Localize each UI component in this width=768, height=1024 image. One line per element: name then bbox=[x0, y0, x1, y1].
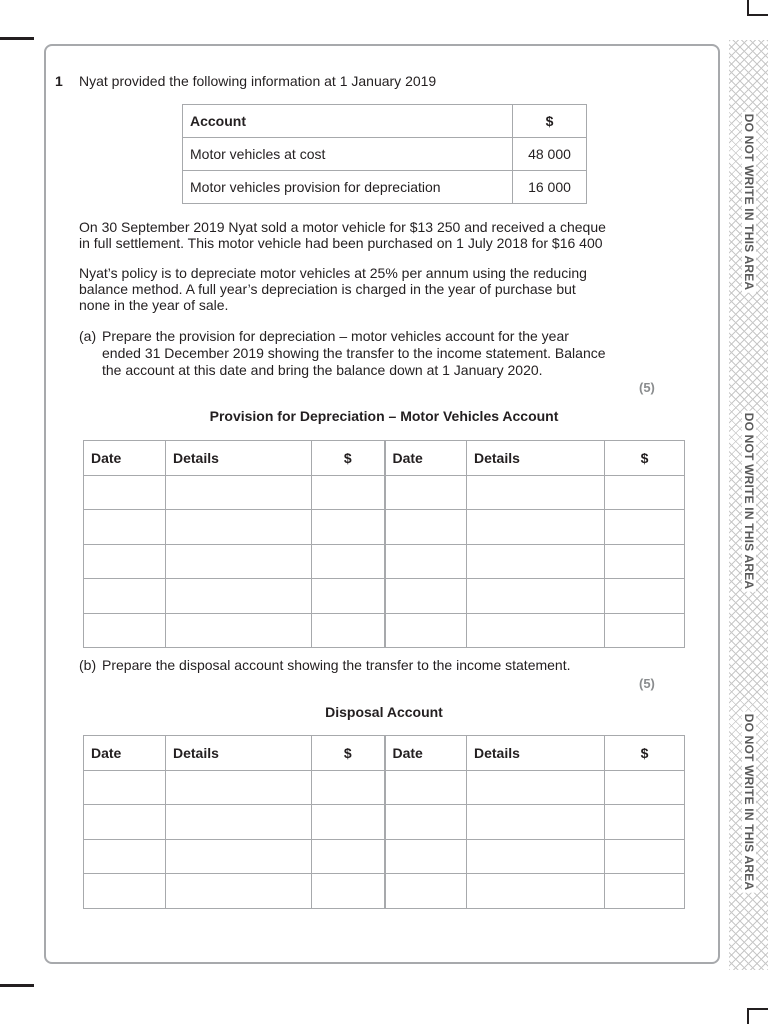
answer-cell[interactable] bbox=[312, 510, 385, 545]
answer-cell[interactable] bbox=[166, 544, 312, 579]
answer-cell[interactable] bbox=[166, 805, 312, 840]
question-intro: Nyat provided the following information at 1 January 2019 bbox=[79, 73, 437, 89]
do-not-write-notice: DO NOT WRITE IN THIS AREA bbox=[741, 412, 756, 590]
answer-cell[interactable] bbox=[605, 839, 685, 874]
answer-cell[interactable] bbox=[84, 839, 166, 874]
answer-cell[interactable] bbox=[467, 770, 605, 805]
answer-cell[interactable] bbox=[312, 544, 385, 579]
col-date: Date bbox=[385, 441, 467, 476]
info-header-account: Account bbox=[183, 105, 513, 138]
crop-mark bbox=[749, 14, 768, 16]
paragraph-line: none in the year of sale. bbox=[79, 297, 229, 313]
paragraph-line: Nyat’s policy is to depreciate motor vehicles at 25% per annum using the reducing bbox=[79, 265, 587, 281]
margin-strip bbox=[729, 40, 768, 970]
answer-cell[interactable] bbox=[84, 510, 166, 545]
part-b-instruction bbox=[79, 657, 639, 674]
answer-cell[interactable] bbox=[166, 613, 312, 648]
paragraph-line: in full settlement. This motor vehicle had been purchased on 1 July 2018 for $16 400 bbox=[79, 235, 603, 251]
col-details: Details bbox=[467, 736, 605, 771]
answer-cell[interactable] bbox=[166, 579, 312, 614]
col-details: Details bbox=[166, 736, 312, 771]
answer-cell[interactable] bbox=[385, 510, 467, 545]
answer-cell[interactable] bbox=[467, 805, 605, 840]
answer-row bbox=[84, 544, 685, 579]
answer-cell[interactable] bbox=[312, 874, 385, 909]
info-cell-account: Motor vehicles at cost bbox=[183, 138, 513, 171]
disposal-ledger-table bbox=[83, 735, 685, 909]
instruction-line: ended 31 December 2019 showing the transfer to the income statement. Balance bbox=[102, 345, 606, 361]
answer-cell[interactable] bbox=[84, 805, 166, 840]
answer-cell[interactable] bbox=[467, 579, 605, 614]
answer-cell[interactable] bbox=[166, 510, 312, 545]
ledger-header bbox=[84, 736, 685, 771]
part-a-account-title: Provision for Depreciation – Motor Vehicles Account bbox=[209, 408, 559, 424]
paragraph-line: On 30 September 2019 Nyat sold a motor vehicle for $13 250 and received a cheque bbox=[79, 219, 606, 235]
answer-cell[interactable] bbox=[84, 475, 166, 510]
info-table-header bbox=[183, 105, 587, 138]
answer-row bbox=[84, 770, 685, 805]
answer-row bbox=[84, 475, 685, 510]
answer-cell[interactable] bbox=[84, 579, 166, 614]
instruction-line: Prepare the provision for depreciation – motor vehicles account for the year bbox=[102, 328, 569, 344]
answer-cell[interactable] bbox=[605, 805, 685, 840]
crop-mark bbox=[0, 37, 34, 40]
info-cell-amount: 16 000 bbox=[513, 171, 587, 204]
col-date: Date bbox=[385, 736, 467, 771]
answer-cell[interactable] bbox=[84, 874, 166, 909]
part-a-instruction bbox=[79, 328, 639, 380]
col-amount: $ bbox=[605, 441, 685, 476]
answer-cell[interactable] bbox=[385, 805, 467, 840]
info-cell-amount: 48 000 bbox=[513, 138, 587, 171]
answer-cell[interactable] bbox=[467, 613, 605, 648]
answer-cell[interactable] bbox=[605, 579, 685, 614]
answer-cell[interactable] bbox=[467, 544, 605, 579]
paragraph-sale bbox=[79, 219, 639, 251]
part-b-label: (b) bbox=[79, 657, 97, 673]
answer-row bbox=[84, 839, 685, 874]
paragraph-policy bbox=[79, 265, 639, 313]
do-not-write-notice: DO NOT WRITE IN THIS AREA bbox=[741, 113, 756, 291]
col-details: Details bbox=[166, 441, 312, 476]
info-table bbox=[182, 104, 587, 204]
answer-cell[interactable] bbox=[84, 613, 166, 648]
ledger-header bbox=[84, 441, 685, 476]
col-amount: $ bbox=[312, 736, 385, 771]
answer-cell[interactable] bbox=[467, 510, 605, 545]
answer-cell[interactable] bbox=[312, 839, 385, 874]
answer-cell[interactable] bbox=[385, 544, 467, 579]
info-row bbox=[183, 138, 587, 171]
instruction-line: the account at this date and bring the balance down at 1 January 2020. bbox=[102, 362, 543, 378]
part-b-marks: (5) bbox=[639, 676, 655, 691]
answer-row bbox=[84, 579, 685, 614]
answer-row bbox=[84, 613, 685, 648]
col-details: Details bbox=[467, 441, 605, 476]
answer-cell[interactable] bbox=[312, 805, 385, 840]
answer-cell[interactable] bbox=[84, 770, 166, 805]
answer-cell[interactable] bbox=[385, 613, 467, 648]
answer-row bbox=[84, 805, 685, 840]
paragraph-line: balance method. A full year’s depreciation is charged in the year of purchase but bbox=[79, 281, 576, 297]
crop-mark bbox=[749, 1008, 768, 1010]
crop-mark bbox=[747, 1008, 749, 1024]
answer-cell[interactable] bbox=[467, 475, 605, 510]
question-number: 1 bbox=[55, 73, 63, 89]
col-amount: $ bbox=[312, 441, 385, 476]
answer-row bbox=[84, 510, 685, 545]
answer-cell[interactable] bbox=[385, 839, 467, 874]
answer-cell[interactable] bbox=[385, 770, 467, 805]
answer-cell[interactable] bbox=[84, 544, 166, 579]
answer-cell[interactable] bbox=[385, 579, 467, 614]
part-a-marks: (5) bbox=[639, 380, 655, 395]
answer-cell[interactable] bbox=[385, 874, 467, 909]
answer-cell[interactable] bbox=[385, 475, 467, 510]
crop-mark bbox=[0, 984, 34, 987]
answer-cell[interactable] bbox=[605, 770, 685, 805]
answer-cell[interactable] bbox=[605, 613, 685, 648]
col-date: Date bbox=[84, 736, 166, 771]
answer-cell[interactable] bbox=[312, 475, 385, 510]
answer-cell[interactable] bbox=[605, 544, 685, 579]
answer-cell[interactable] bbox=[166, 475, 312, 510]
answer-cell[interactable] bbox=[467, 839, 605, 874]
answer-cell[interactable] bbox=[312, 579, 385, 614]
answer-cell[interactable] bbox=[605, 475, 685, 510]
answer-cell[interactable] bbox=[312, 770, 385, 805]
answer-row bbox=[84, 874, 685, 909]
info-cell-account: Motor vehicles provision for depreciation bbox=[183, 171, 513, 204]
answer-cell[interactable] bbox=[467, 874, 605, 909]
instruction-line: Prepare the disposal account showing the transfer to the income statement. bbox=[102, 657, 571, 673]
info-row bbox=[183, 171, 587, 204]
answer-cell[interactable] bbox=[166, 839, 312, 874]
answer-cell[interactable] bbox=[312, 613, 385, 648]
col-amount: $ bbox=[605, 736, 685, 771]
answer-cell[interactable] bbox=[605, 510, 685, 545]
answer-cell[interactable] bbox=[605, 874, 685, 909]
col-date: Date bbox=[84, 441, 166, 476]
info-header-amount: $ bbox=[513, 105, 587, 138]
part-b-account-title: Disposal Account bbox=[325, 704, 443, 720]
answer-cell[interactable] bbox=[166, 874, 312, 909]
do-not-write-notice: DO NOT WRITE IN THIS AREA bbox=[741, 713, 756, 891]
answer-cell[interactable] bbox=[166, 770, 312, 805]
provision-ledger-table bbox=[83, 440, 685, 648]
part-a-label: (a) bbox=[79, 328, 97, 344]
